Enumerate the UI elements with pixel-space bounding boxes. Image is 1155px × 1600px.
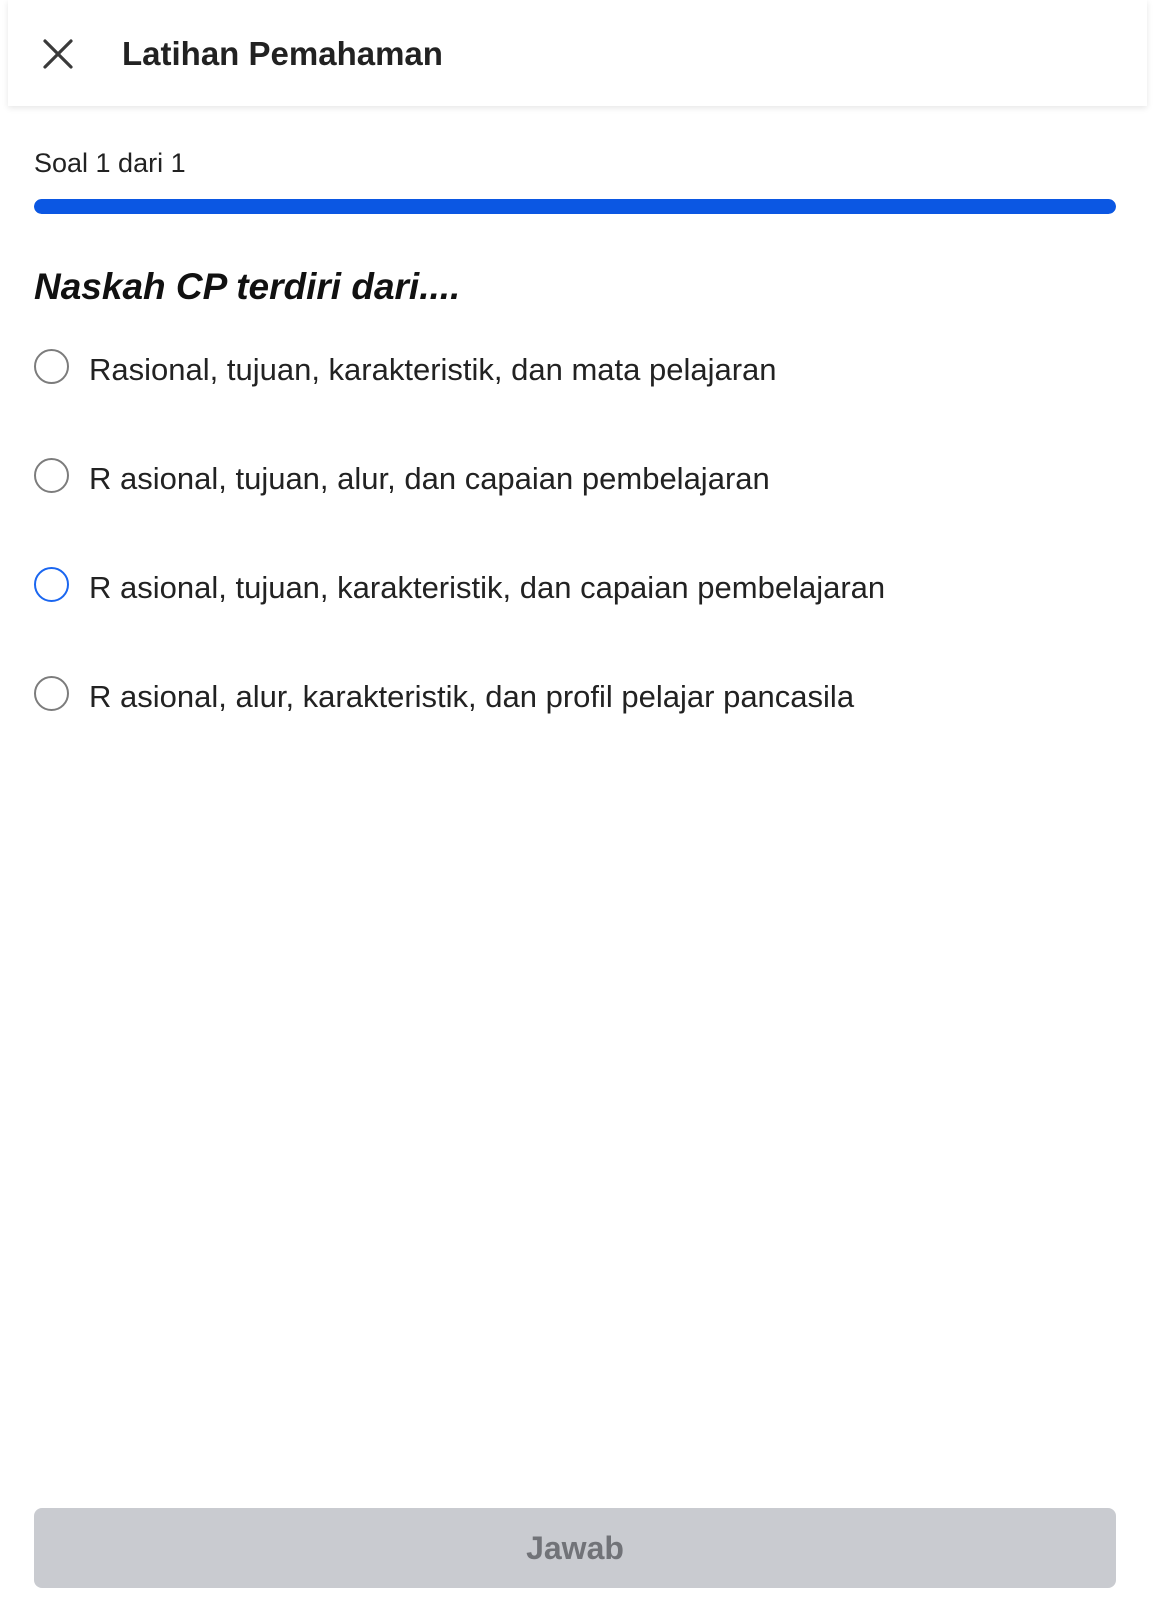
radio-button[interactable] [34,458,69,493]
progress-bar-fill [34,199,1116,214]
answer-option-1[interactable] [34,346,1116,394]
answer-option-label: R asional, alur, karakteristik, dan profil pelajar pancasila [89,679,855,714]
radio-button[interactable] [34,567,69,602]
question-text: Naskah CP terdiri dari.... [34,266,461,307]
radio-button[interactable] [34,349,69,384]
progress-bar [34,199,1116,214]
close-button[interactable] [38,34,78,74]
page-title: Latihan Pemahaman [122,35,443,72]
answer-option-label: Rasional, tujuan, karakteristik, dan mata pelajaran [89,352,777,387]
submit-answer-button[interactable]: Jawab [34,1508,1116,1588]
radio-button[interactable] [34,676,69,711]
answer-option-4[interactable] [34,673,1116,721]
close-icon [42,38,74,70]
answer-option-label: R asional, tujuan, karakteristik, dan capaian pembelajaran [89,570,886,605]
answer-option-3[interactable] [34,564,1116,612]
answer-option-2[interactable] [34,455,1116,503]
progress-label: Soal 1 dari 1 [34,148,186,178]
answer-option-label: R asional, tujuan, alur, dan capaian pembelajaran [89,461,770,496]
top-app-bar [8,0,1147,106]
